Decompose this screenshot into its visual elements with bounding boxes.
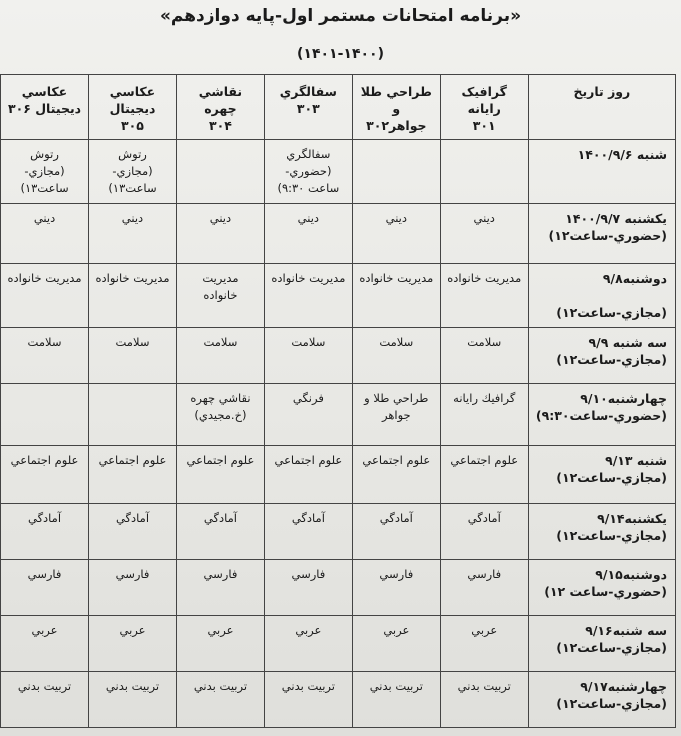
row-date: دوشنبه۹/۸ (مجازي-ساعت۱۲) <box>528 264 675 328</box>
table-cell: ديني <box>352 204 440 264</box>
table-cell: علوم اجتماعي <box>89 446 177 504</box>
row-date: يكشنبه۹/۱۴ (مجازي-ساعت۱۲) <box>528 504 675 560</box>
table-cell: عربي <box>264 616 352 672</box>
table-cell: سلامت <box>1 328 89 384</box>
table-cell: نقاشي چهره (خ.مجيدي) <box>176 384 264 446</box>
page-title: «برنامه امتحانات مستمر اول-پایه دوازدهم» <box>159 6 522 26</box>
row-date: سه شنبه ۹/۹ (مجازي-ساعت۱۲) <box>528 328 675 384</box>
table-cell: مديريت خانواده <box>89 264 177 328</box>
row-date: شنبه ۱۴۰۰/۹/۶ <box>528 140 675 204</box>
table-row <box>1 672 676 728</box>
table-cell: عربي <box>352 616 440 672</box>
table-cell: آمادگي <box>264 504 352 560</box>
table-cell: ديني <box>1 204 89 264</box>
table-cell <box>176 140 264 204</box>
table-cell: عربي <box>176 616 264 672</box>
table-cell: ديني <box>89 204 177 264</box>
header-class-302: طراحي طلا و جواهر۳۰۲ <box>352 75 440 140</box>
table-cell: سلامت <box>352 328 440 384</box>
page-subtitle: (۱۴۰۱-۱۴۰۰) <box>297 46 384 62</box>
table-cell: فارسي <box>1 560 89 616</box>
header-date: روز تاریخ <box>528 75 675 140</box>
table-cell: عربي <box>1 616 89 672</box>
table-cell: آمادگي <box>1 504 89 560</box>
header-class-306: عكاسي ديجيتال ۳۰۶ <box>1 75 89 140</box>
header-class-304: نقاشي چهره ۳۰۴ <box>176 75 264 140</box>
table-row <box>1 616 676 672</box>
header-class-301: گرافیک رایانه ۳۰۱ <box>440 75 528 140</box>
table-cell <box>440 140 528 204</box>
table-row <box>1 504 676 560</box>
table-cell: آمادگي <box>176 504 264 560</box>
table-cell: ديني <box>264 204 352 264</box>
table-row <box>1 560 676 616</box>
table-cell: تربيت بدني <box>352 672 440 728</box>
table-cell <box>352 140 440 204</box>
table-cell: فارسي <box>264 560 352 616</box>
table-cell: سلامت <box>176 328 264 384</box>
table-cell <box>1 384 89 446</box>
table-cell: طراحي طلا و جواهر <box>352 384 440 446</box>
table-cell <box>89 384 177 446</box>
table-cell: مديريت خانواده <box>1 264 89 328</box>
table-cell: گرافيك رايانه <box>440 384 528 446</box>
table-row <box>1 328 676 384</box>
table-cell: آمادگي <box>352 504 440 560</box>
table-cell: آمادگي <box>89 504 177 560</box>
table-cell: تربيت بدني <box>89 672 177 728</box>
header-class-305: عكاسي ديجيتال ۳۰۵ <box>89 75 177 140</box>
table-cell: سفالگري (حضوري- ساعت ۹:۳۰) <box>264 140 352 204</box>
table-cell: فرنگي <box>264 384 352 446</box>
table-cell: رتوش (مجازي- ساعت۱۳) <box>1 140 89 204</box>
row-date: چهارشنبه۹/۱۰ (حضوري-ساعت۹:۳۰) <box>528 384 675 446</box>
table-cell: سلامت <box>264 328 352 384</box>
row-date: شنبه ۹/۱۳ (مجازي-ساعت۱۲) <box>528 446 675 504</box>
table-row <box>1 384 676 446</box>
table-cell: مديريت خانواده <box>352 264 440 328</box>
table-cell: علوم اجتماعي <box>352 446 440 504</box>
table-row <box>1 204 676 264</box>
table-row <box>1 446 676 504</box>
exam-schedule-table <box>0 74 676 728</box>
table-cell: رتوش (مجازي- ساعت۱۳) <box>89 140 177 204</box>
table-cell: عربي <box>89 616 177 672</box>
header-row <box>1 75 676 140</box>
table-cell: فارسي <box>440 560 528 616</box>
table-cell: مديريت خانواده <box>176 264 264 328</box>
table-cell: علوم اجتماعي <box>176 446 264 504</box>
table-cell: مديريت خانواده <box>264 264 352 328</box>
table-cell: تربيت بدني <box>440 672 528 728</box>
table-row <box>1 140 676 204</box>
table-cell: تربيت بدني <box>176 672 264 728</box>
table-cell: فارسي <box>176 560 264 616</box>
table-cell: ديني <box>440 204 528 264</box>
row-date: سه شنبه۹/۱۶ (مجازي-ساعت۱۲) <box>528 616 675 672</box>
row-date: دوشنبه۹/۱۵ (حضوري-ساعت ۱۲) <box>528 560 675 616</box>
row-date: يكشنبه ۱۴۰۰/۹/۷ (حضوري-ساعت۱۲) <box>528 204 675 264</box>
table-cell: عربي <box>440 616 528 672</box>
row-date: چهارشنبه۹/۱۷ (مجازي-ساعت۱۲) <box>528 672 675 728</box>
table-cell: ديني <box>176 204 264 264</box>
table-cell: مديريت خانواده <box>440 264 528 328</box>
table-cell: فارسي <box>352 560 440 616</box>
table-cell: علوم اجتماعي <box>440 446 528 504</box>
table-row <box>1 264 676 328</box>
table-cell: آمادگي <box>440 504 528 560</box>
table-cell: علوم اجتماعي <box>264 446 352 504</box>
table-cell: سلامت <box>89 328 177 384</box>
table-cell: فارسي <box>89 560 177 616</box>
table-cell: تربيت بدني <box>1 672 89 728</box>
table-cell: تربيت بدني <box>264 672 352 728</box>
table-cell: علوم اجتماعي <box>1 446 89 504</box>
table-cell: سلامت <box>440 328 528 384</box>
header-class-303: سفالگري ۳۰۳ <box>264 75 352 140</box>
